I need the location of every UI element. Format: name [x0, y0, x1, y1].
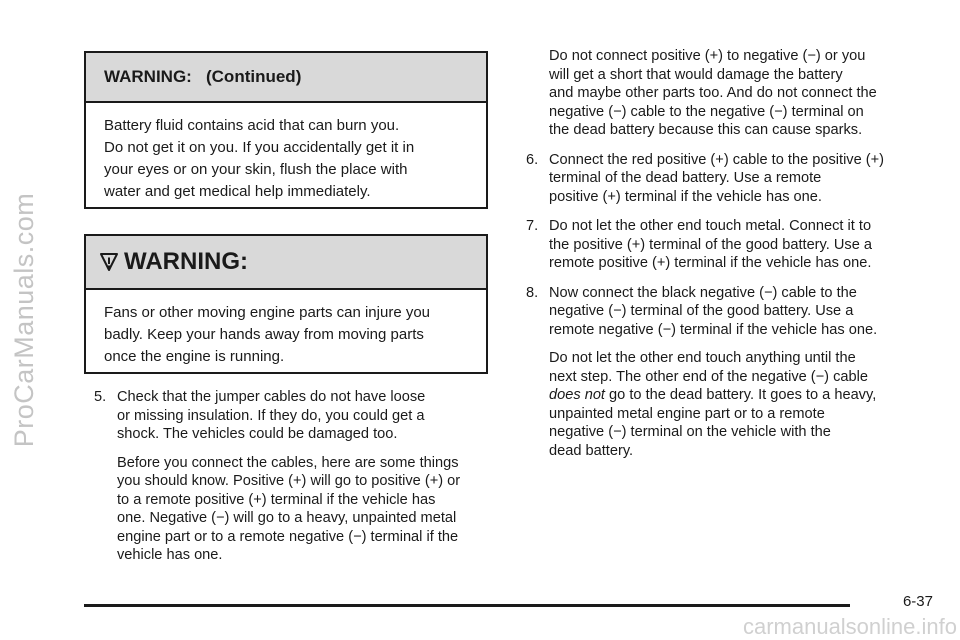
step-number: 7.: [526, 218, 539, 234]
warning-continued-box: [84, 51, 488, 209]
warning-fans-box: [84, 234, 488, 374]
note-line: unpainted metal engine part or to a remote: [549, 405, 825, 422]
step-7: [526, 217, 926, 273]
step-line: remote negative (−) terminal if the vehicle has one.: [549, 321, 878, 338]
step-line: remote positive (+) terminal if the vehicle has one.: [549, 255, 872, 271]
paragraph-line: and maybe other parts too. And do not connect the: [549, 85, 877, 101]
caution-triangle-icon: [98, 251, 120, 273]
warning-continued-title: WARNING: (Continued): [104, 67, 302, 86]
note-line: Before you connect the cables, here are some things: [117, 454, 459, 471]
step-line: Connect the red positive (+) cable to the positive (+): [549, 151, 885, 168]
cable-intro-paragraph: [549, 47, 926, 140]
warning-fans-line: badly. Keep your hands away from moving parts: [104, 326, 424, 343]
note-line-rest: go to the dead battery. It goes to a heavy,: [605, 387, 877, 403]
step-line: Now connect the black negative (−) cable to the: [549, 284, 857, 301]
warning-continued-header: [86, 53, 486, 103]
footer-rule: [84, 604, 850, 607]
step-line: Do not let the other end touch metal. Connect it to: [549, 218, 872, 234]
step-number: 8.: [526, 284, 539, 301]
step-line: negative (−) terminal of the good battery. Use a: [549, 303, 854, 319]
warning-fans-line: Fans or other moving engine parts can injure you: [104, 304, 431, 321]
note-line: negative (−) terminal on the vehicle with the: [549, 424, 831, 440]
watermark-carmanualsonline: carmanualsonline.info: [742, 614, 957, 639]
paragraph-line: will get a short that would damage the battery: [549, 66, 843, 83]
warning-continued-line: Do not get it on you. If you accidentally get it in: [104, 139, 415, 156]
step-text: [549, 151, 926, 207]
warning-continued-line: Battery fluid contains acid that can burn you.: [104, 117, 400, 134]
step-8: [526, 284, 926, 340]
note-line: you should know. Positive (+) will go to positive (+) or: [117, 473, 461, 489]
warning-fans-body: [86, 290, 486, 368]
warning-fans-line: once the engine is running.: [104, 348, 285, 365]
note-line: engine part or to a remote negative (−) terminal if the: [117, 528, 459, 545]
note-line: vehicle has one.: [117, 547, 223, 563]
warning-fans-title: WARNING:: [124, 248, 248, 275]
step-8-note: [549, 349, 926, 460]
note-line: next step. The other end of the negative (−) cable: [549, 368, 868, 385]
note-line: dead battery.: [549, 442, 634, 459]
step-6: [526, 151, 926, 207]
step-5: [94, 388, 494, 444]
step-number: 5.: [94, 389, 107, 405]
note-line: one. Negative (−) will go to a heavy, unpainted metal: [117, 510, 457, 526]
note-line: Do not let the other end touch anything until the: [549, 350, 856, 366]
step-line: Check that the jumper cables do not have loose: [117, 389, 426, 405]
warning-fans-header: [86, 236, 486, 290]
paragraph-line: negative (−) cable to the negative (−) terminal on: [549, 103, 864, 120]
paragraph-line: the dead battery because this can cause sparks.: [549, 122, 863, 138]
warning-continued-line: your eyes or on your skin, flush the place with: [104, 161, 408, 178]
emphasis-text: does not: [549, 387, 605, 403]
step-text: [117, 388, 494, 444]
left-column: [94, 388, 494, 565]
watermark-side-text: ProCarManuals.com: [8, 192, 39, 448]
step-line: the positive (+) terminal of the good battery. Use a: [549, 236, 872, 253]
warning-continued-body: [86, 103, 486, 203]
step-5-note: [117, 454, 494, 565]
step-line: terminal of the dead battery. Use a remote: [549, 170, 822, 186]
step-text: [549, 217, 926, 273]
step-line: or missing insulation. If they do, you could get a: [117, 407, 425, 424]
step-line: positive (+) terminal if the vehicle has one.: [549, 188, 822, 205]
warning-continued-line: water and get medical help immediately.: [104, 183, 371, 200]
paragraph-line: Do not connect positive (+) to negative (−) or you: [549, 48, 866, 64]
right-column: [526, 47, 926, 460]
note-line: to a remote positive (+) terminal if the vehicle has: [117, 491, 436, 508]
step-line: shock. The vehicles could be damaged too.: [117, 426, 398, 442]
step-number: 6.: [526, 151, 539, 168]
page-number: 6-37: [902, 593, 933, 610]
note-line: [549, 386, 926, 405]
step-text: [549, 284, 926, 340]
